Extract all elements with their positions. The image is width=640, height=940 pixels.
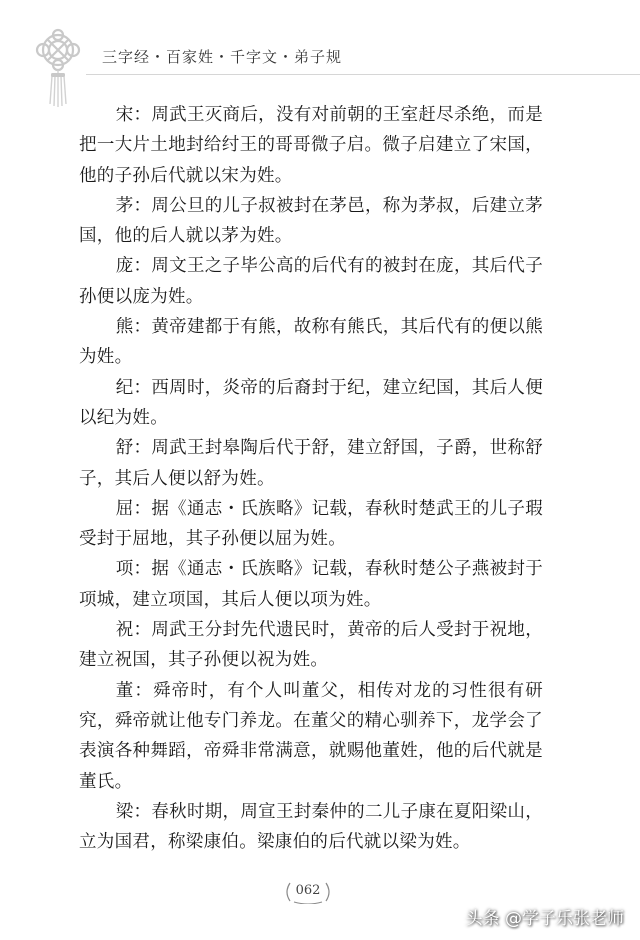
page-header	[26, 28, 626, 108]
body-text	[79, 100, 543, 857]
paragraph-liang: 梁：春秋时期，周宣王封秦仲的二儿子康在夏阳梁山，立为国君，称梁康伯。梁康伯的后代就以梁为姓。	[79, 801, 543, 853]
paragraph-mao: 茅：周公旦的儿子叔被封在茅邑，称为茅叔，后建立茅国，他的后人就以茅为姓。	[79, 195, 543, 247]
paragraph-shu: 舒：周武王封皋陶后代于舒，建立舒国，子爵，世称舒子，其后人便以舒为姓。	[79, 438, 543, 489]
paragraph-pang: 庞：周文王之子毕公高的后代有的被封在庞，其后代子孙便以庞为姓。	[79, 256, 543, 307]
paragraph-ji: 纪：西周时，炎帝的后裔封于纪，建立纪国，其后人便以纪为姓。	[79, 377, 543, 428]
paragraph-qu: 屈：据《通志・氏族略》记载，春秋时楚武王的儿子瑕受封于屈地，其子孙便以屈为姓。	[79, 498, 543, 550]
paragraph-song: 宋：周武王灭商后，没有对前朝的王室赶尽杀绝，而是把一大片土地封给纣王的哥哥微子启。微子启建立了宋国，他的子孙后代就以宋为姓。	[79, 105, 543, 186]
paragraph-dong: 董：舜帝时，有个人叫董父，相传对龙的习性很有研究，舜帝就让他专门养龙。在董父的精心驯养下，龙学会了表演各种舞蹈，帝舜非常满意，就赐他董姓，他的后代就是董氏。	[79, 680, 543, 792]
page-number-badge	[280, 880, 336, 904]
header-divider	[86, 74, 640, 75]
running-header-title: 三字经・百家姓・千字文・弟子规	[102, 48, 343, 66]
page-number: 062	[295, 883, 321, 898]
paragraph-xiong: 熊：黄帝建都于有熊，故称有熊氏，其后代有的便以熊为姓。	[79, 317, 543, 368]
paragraph-xiang: 项：据《通志・氏族略》记载，春秋时楚公子燕被封于项城，建立项国，其后人便以项为姓。	[79, 559, 543, 610]
chinese-knot-icon	[26, 28, 90, 108]
paragraph-zhu: 祝：周武王分封先代遗民时，黄帝的后人受封于祝地，建立祝国，其子孙便以祝为姓。	[79, 620, 543, 671]
watermark-label: 头条 @学子乐张老师	[465, 909, 624, 929]
